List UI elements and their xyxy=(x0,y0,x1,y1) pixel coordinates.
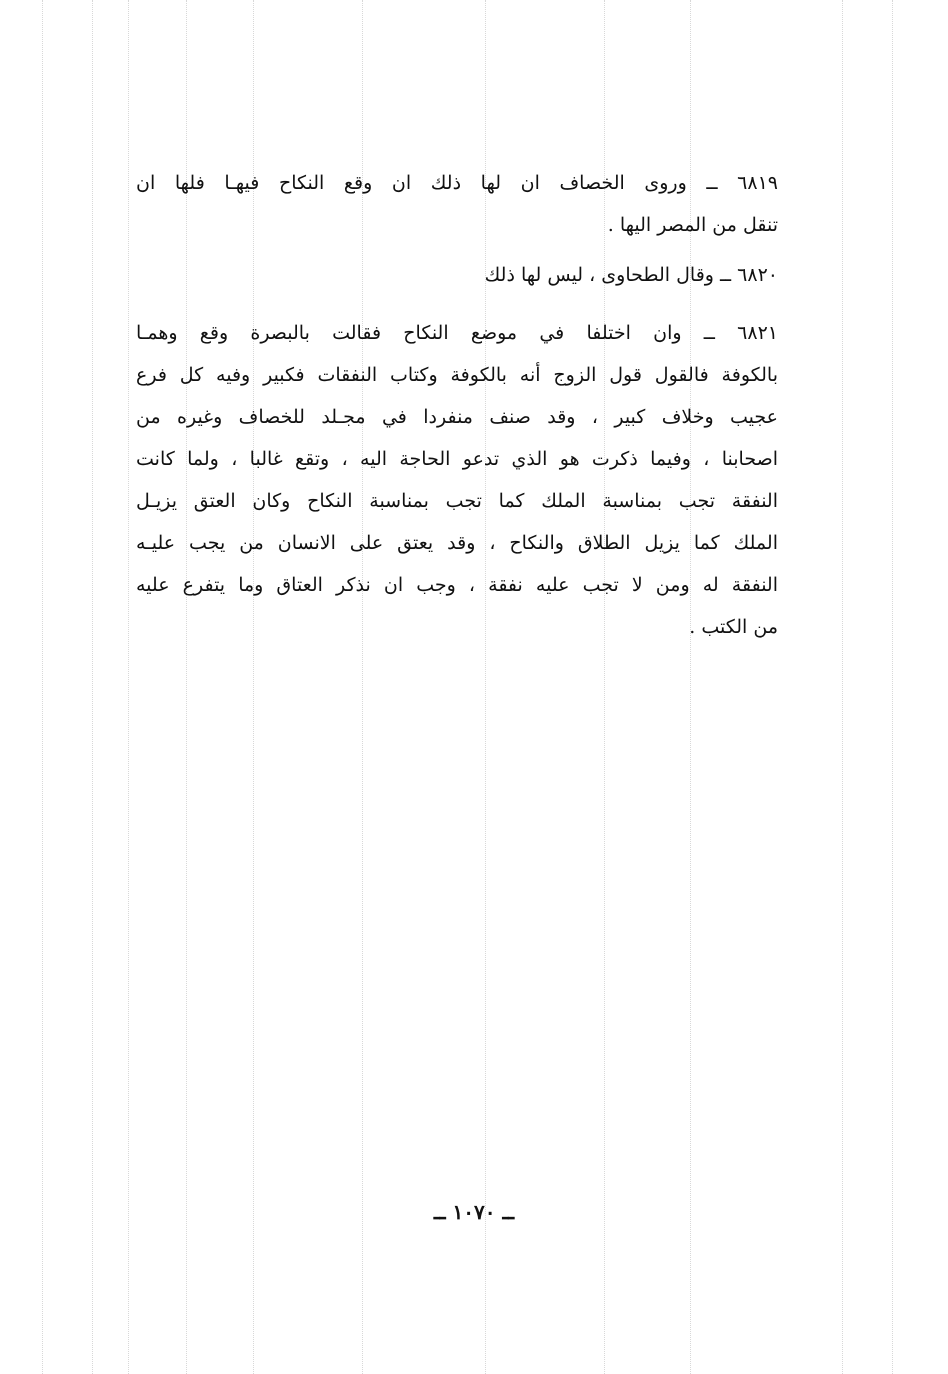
scan-artifact-line xyxy=(842,0,843,1374)
text-line: ٦٨٢١ ــ وان اختلفا في موضع النكاح فقالت بالبصرة وقع وهمـا xyxy=(136,322,778,344)
text-line: تنقل من المصر اليها . xyxy=(607,214,778,236)
text-line: الملك كما يزيل الطلاق والنكاح ، وقد يعتق على الانسان من يجب عليـه xyxy=(136,532,778,554)
text-line: عجيب وخلاف كبير ، وقد صنف منفردا في مجـلد للخصاف وغيره من xyxy=(136,406,778,428)
text-line: بالكوفة فالقول قول الزوج أنه بالكوفة وكتاب النفقات فكبير وفيه كل فرع xyxy=(136,364,778,386)
scan-artifact-line xyxy=(92,0,93,1374)
text-line: ٦٨١٩ ــ وروى الخصاف ان لها ذلك ان وقع النكاح فيهـا فلها ان xyxy=(136,172,778,194)
text-line: النفقة تجب بمناسبة الملك كما تجب بمناسبة النكاح وكان العتق يزيـل xyxy=(136,490,778,512)
page-number: ــ ١٠٧٠ ــ xyxy=(433,1200,515,1224)
scan-artifact-line xyxy=(892,0,893,1374)
paragraph-6821 xyxy=(136,312,778,648)
text-line: من الكتب . xyxy=(689,616,778,638)
text-line: النفقة له ومن لا تجب عليه نفقة ، وجب ان نذكر العتاق وما يتفرع عليه xyxy=(136,574,778,596)
text-line: ٦٨٢٠ ــ وقال الطحاوى ، ليس لها ذلك xyxy=(484,264,778,286)
paragraph-6819 xyxy=(136,162,778,246)
scan-artifact-line xyxy=(128,0,129,1374)
paragraph-body xyxy=(136,162,778,246)
paragraph-6820 xyxy=(136,254,778,296)
scan-artifact-line xyxy=(42,0,43,1374)
paragraph-body xyxy=(136,312,778,648)
text-line: اصحابنا ، وفيما ذكرت هو الذي تدعو الحاجة اليه ، وتقع غالبا ، ولما كانت xyxy=(136,448,778,470)
paragraph-body xyxy=(136,254,778,296)
